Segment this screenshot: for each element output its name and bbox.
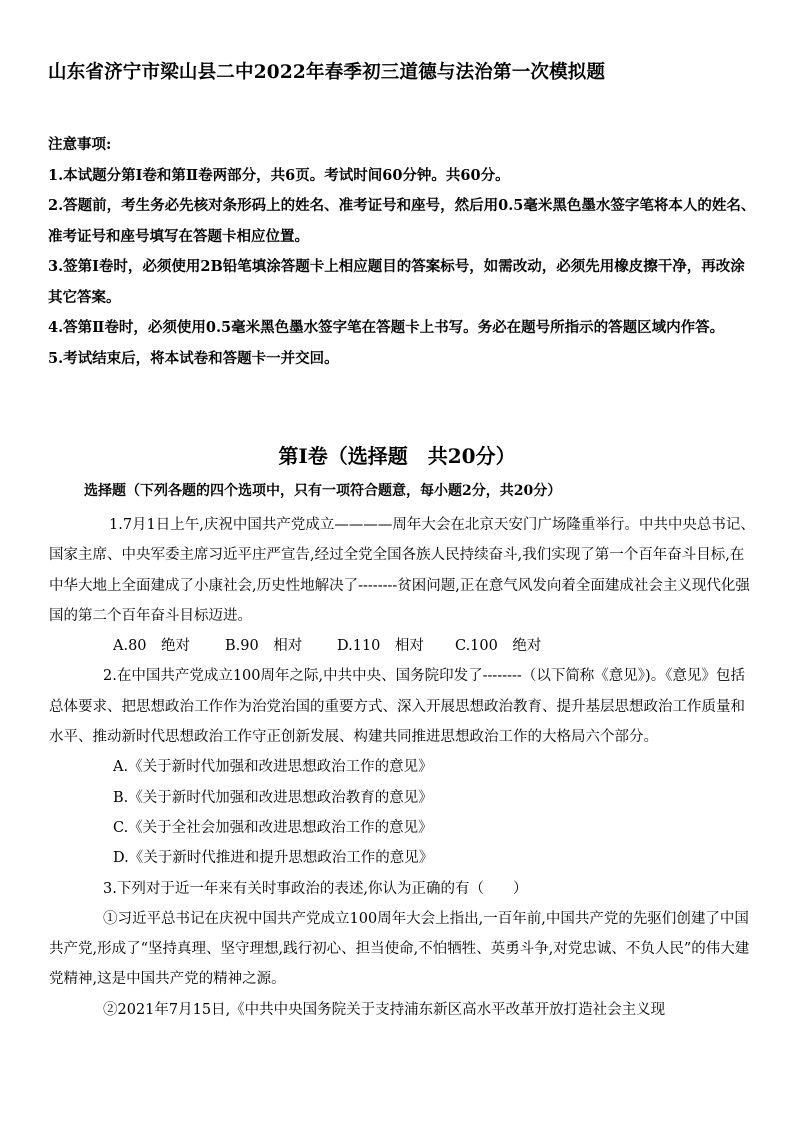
question-2-text: 2.在中国共产党成立100周年之际,中共中央、国务院印发了--------（以下简称《意见》)。《意见》包括总体要求、把思想政治工作作为治党治国的重要方式、深入开展思想政治教育、提升基层思想政治工作质量和水平、推动新时代思想政治工作守正创新发展、构建共同推进思想政治工作的大格局六个部分。 [49,668,745,746]
question-1-text: 1.7月1日上午,庆祝中国共产党成立————周年大会在北京天安门广场隆重举行。中共中央总书记、国家主席、中央军委主席习近平庄严宣告,经过全党全国各族人民持续奋斗,我们实现了第一个百年奋斗目标,在中华大地上全面建成了小康社会,历史性地解决了--------贫困问题,正在意气风发向着全面建成社会主义现代化强国的第二个百年奋斗目标迈进。 [49,517,755,624]
exam-title: 山东省济宁市梁山县二中2022年春季初三道德与法治第一次模拟题 [48,62,606,83]
option-b: B.90 相对 [225,638,303,655]
question-3-item-2: ②2021年7月15日,《中共中央国务院关于支持浦东新区高水平改革开放打造社会主义现 [103,1001,666,1018]
question-3-item-1: ①习近平总书记在庆祝中国共产党成立100周年大会上指出,一百年前,中国共产党的先驱们创建了中国共产党,形成了“坚持真理、坚守理想,践行初心、担当使命,不怕牺牲、英勇斗争,对党忠诚、不负人民”的伟大建党精神,这是中国共产党的精神之源。 [49,910,750,988]
option-a: A.80 绝对 [113,638,191,655]
note-item: 3.签第Ⅰ卷时，必须使用2B铅笔填涂答题卡上相应题目的答案标号，如需改动，必须先用橡皮擦干净，再改涂其它答案。 [48,258,745,306]
option-b: B.《关于新时代加强和改进思想政治教育的意见》 [113,789,433,806]
note-item: 2.答题前，考生务必先核对条形码上的姓名、准考证号和座号，然后用0.5毫米黑色墨水签字笔将本人的姓名、准考证号和座号填写在答题卡相应位置。 [48,197,756,245]
note-item: 4.答第Ⅱ卷时，必须使用0.5毫米黑色墨水签字笔在答题卡上书写。务必在题号所指示的答题区域内作答。 [48,319,725,336]
question-1-options [49,631,755,661]
question-3-text: 3.下列对于近一年来有关时事政治的表述,你认为正确的有（ ） [103,880,528,897]
note-item: 1.本试题分第Ⅰ卷和第Ⅱ卷两部分，共6页。考试时间60分钟。共60分。 [48,166,510,184]
notes-section [48,130,756,374]
option-d: D.《关于新时代推进和提升思想政治工作的意见》 [113,850,434,867]
option-d: D.110 相对 [337,638,424,655]
option-c: C.100 绝对 [455,638,542,655]
questions-section [49,510,755,1025]
notes-heading: 注意事项: [48,136,112,153]
option-a: A.《关于新时代加强和改进思想政治工作的意见》 [113,759,433,776]
option-c: C.《关于全社会加强和改进思想政治工作的意见》 [113,819,433,836]
note-item: 5.考试结束后，将本试卷和答题卡一并交回。 [48,349,339,367]
section-instructions: 选择题（下列各题的四个选项中，只有一项符合题意，每小题2分，共20分） [84,483,562,499]
section-title: 第Ⅰ卷（选择题 共20分） [278,444,516,468]
